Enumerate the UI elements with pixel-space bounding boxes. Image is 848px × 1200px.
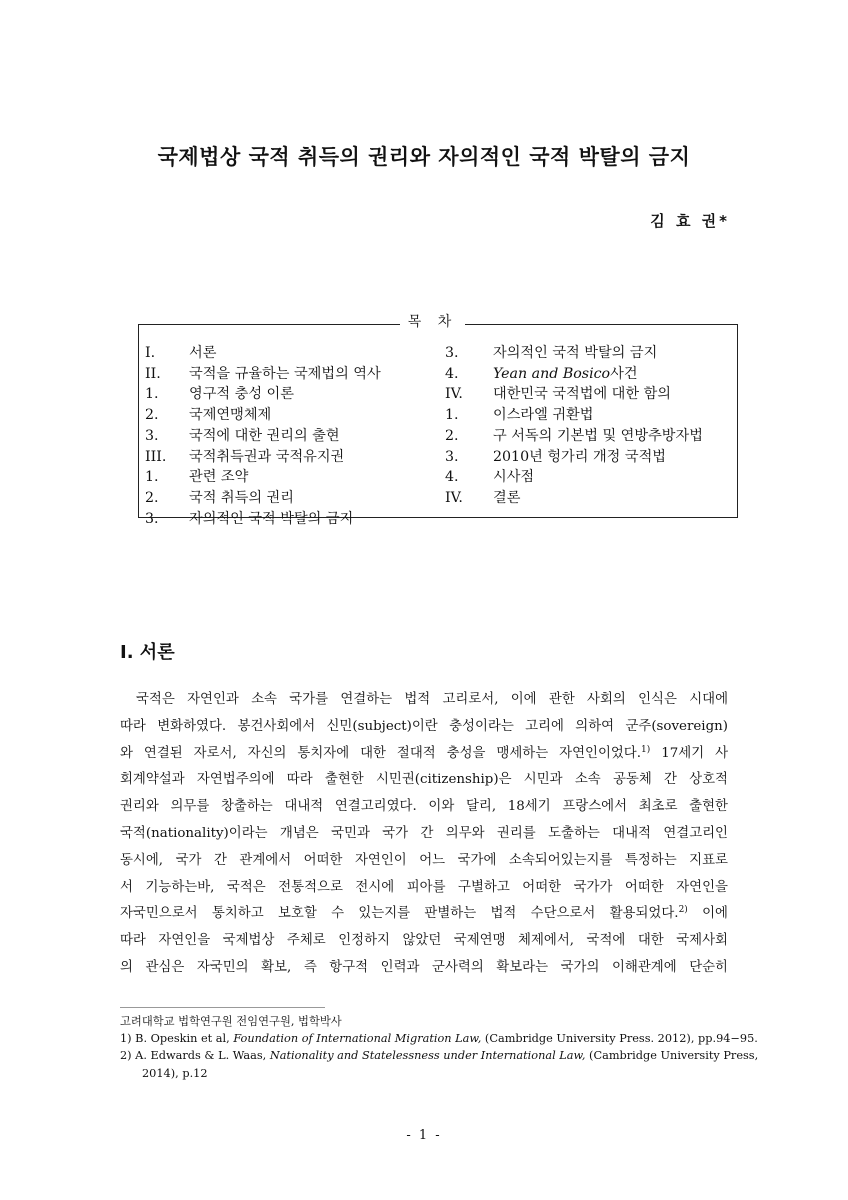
body-line: 국적은 자연인과 소속 국가를 연결하는 법적 고리로서, 이에 관한 사회의 인식은 시대에 <box>136 692 728 707</box>
toc-item <box>145 426 381 447</box>
body-line: 동시에, 국가 간 관계에서 어떠한 자연인이 어느 국가에 소속되어있는지를 특정하는 지표로 <box>120 852 728 868</box>
body-line: 의 관심은 자국민의 확보, 즉 항구적 인력과 군사력의 확보라는 국가의 이해관계에 단순히 <box>120 959 728 975</box>
toc-item-number: 1. <box>145 386 159 403</box>
footnote-2-post: (Cambridge University Press, <box>585 1049 759 1063</box>
toc-item-number: 3. <box>445 448 459 465</box>
toc-item-number: 2. <box>445 427 459 444</box>
footnote-ref-2: 2) <box>678 905 688 916</box>
toc-item <box>145 364 381 385</box>
footnotes <box>120 1013 759 1082</box>
body-line-tail: 17세기 사 <box>650 745 729 761</box>
body-line <box>120 901 728 928</box>
toc-item <box>145 488 381 509</box>
toc-item-text: 영구적 충성 이론 <box>189 386 294 403</box>
toc-item <box>145 467 381 488</box>
toc-item-text: 서론 <box>189 345 217 361</box>
toc-item <box>445 384 703 405</box>
footnote-2-pre: 2) A. Edwards & L. Waas, <box>120 1049 270 1063</box>
author-affiliation: 고려대학교 법학연구원 전임연구원, 법학박사 <box>120 1015 342 1028</box>
toc-item-text: 관련 조약 <box>189 469 249 486</box>
toc-item-number: 2. <box>145 489 159 506</box>
toc-item-text: 결론 <box>493 489 521 506</box>
toc-item-number: 1. <box>145 469 159 486</box>
toc-left-column <box>145 343 381 529</box>
toc-item <box>145 343 381 364</box>
toc-item <box>145 509 381 530</box>
toc-item-number: II. <box>145 365 161 382</box>
page-number: - 1 - <box>406 1128 442 1143</box>
toc-item <box>145 405 381 426</box>
toc-item <box>445 426 703 447</box>
toc-item-number: IV. <box>445 386 463 403</box>
toc-item <box>145 384 381 405</box>
body-line: 회계약설과 자연법주의에 따라 출현한 시민권(citizenship)은 시민과 소속 공동체 간 상호적 <box>120 772 728 788</box>
toc-item <box>445 447 703 468</box>
toc-item-text: 국적 취득의 권리 <box>189 489 294 506</box>
toc-item-number: 1. <box>445 407 459 424</box>
body-line <box>120 741 728 768</box>
toc-item-text: 시사점 <box>493 469 535 486</box>
toc-item-number: 3. <box>445 345 459 361</box>
author-name: 김 효 권* <box>650 212 730 230</box>
toc-item-text: 국적에 대한 권리의 출현 <box>189 427 340 444</box>
toc-right-column <box>445 343 703 509</box>
body-line-text: 와 연결된 자로서, 자신의 통치자에 대한 절대적 충성을 맹세하는 자연인이었다. <box>120 745 642 761</box>
toc-item-text: 자의적인 국적 박탈의 금지 <box>493 345 658 361</box>
toc-label: 목 차 <box>400 311 465 331</box>
toc-item-text: 국적취득권과 국적유지권 <box>189 448 345 465</box>
toc-item <box>445 364 703 385</box>
footnote-1-pre: 1) B. Opeskin et al, <box>120 1032 234 1046</box>
toc-item-number: III. <box>145 448 167 465</box>
toc-item-number: 4. <box>445 469 459 486</box>
body-line: 따라 자연인을 국제법상 주체로 인정하지 않았던 국제연맹 체제에서, 국적에 대한 국제사회 <box>120 933 728 949</box>
toc-item-text: 구 서독의 기본법 및 연방추방자법 <box>493 427 703 444</box>
toc-item-number: 3. <box>145 510 159 527</box>
paper-title: 국제법상 국적 취득의 권리와 자의적인 국적 박탈의 금지 <box>157 145 691 169</box>
body-paragraph <box>120 687 728 982</box>
toc-item <box>445 467 703 488</box>
toc-item-text: 국제연맹체제 <box>189 407 272 424</box>
toc-item-text: 국적을 규율하는 국제법의 역사 <box>189 365 381 382</box>
toc-item-number: IV. <box>445 489 463 506</box>
toc-item-text: 자의적인 국적 박탈의 금지 <box>189 510 354 527</box>
toc-item-number: 3. <box>145 427 159 444</box>
toc-item <box>445 405 703 426</box>
toc-item-text: 이스라엘 귀환법 <box>493 407 594 424</box>
body-line: 서 기능하는바, 국적은 전통적으로 전시에 피아를 구별하고 어떠한 국가가 어떠한 자연인을 <box>120 879 728 895</box>
footnote-divider <box>120 1007 325 1008</box>
footnote-1-title: Foundation of International Migration Law, <box>233 1032 482 1046</box>
body-line: 권리와 의무를 창출하는 대내적 연결고리였다. 이와 달리, 18세기 프랑스에서 최초로 출현한 <box>120 799 728 815</box>
toc-item-number: 4. <box>445 365 459 382</box>
body-line-text: 자국민으로서 통치하고 보호할 수 있는지를 판별하는 법적 수단으로서 활용되었다. <box>120 906 679 922</box>
footnote-1-post: (Cambridge University Press. 2012), pp.94−95. <box>481 1032 758 1046</box>
body-line-tail: 이에 <box>687 906 728 922</box>
toc-item-number: I. <box>145 345 156 361</box>
footnote-2-title: Nationality and Statelessness under International Law, <box>269 1049 586 1063</box>
section-heading: I. 서론 <box>120 642 175 663</box>
footnote-ref-1: 1) <box>641 744 651 755</box>
toc-item-text: 대한민국 국적법에 대한 함의 <box>493 386 671 403</box>
body-line: 국적(nationality)이라는 개념은 국민과 국가 간 의무와 권리를 도출하는 대내적 연결고리인 <box>120 825 728 841</box>
body-line: 따라 변화하였다. 봉건사회에서 신민(subject)이란 충성이라는 고리에 의하여 군주(sovereign) <box>120 718 728 734</box>
toc-item-text-italic: Yean and Bosico <box>493 365 611 382</box>
footnote-1 <box>120 1030 758 1047</box>
footnote-2-continued: 2014), p.12 <box>142 1066 208 1080</box>
toc-item <box>445 343 703 364</box>
toc-item <box>445 488 703 509</box>
footnote-2 <box>120 1047 759 1064</box>
toc-item-text: 2010년 헝가리 개정 국적법 <box>493 448 666 465</box>
toc-item-text: 사건 <box>610 365 638 382</box>
toc-item-number: 2. <box>145 407 159 424</box>
toc-item <box>145 447 381 468</box>
